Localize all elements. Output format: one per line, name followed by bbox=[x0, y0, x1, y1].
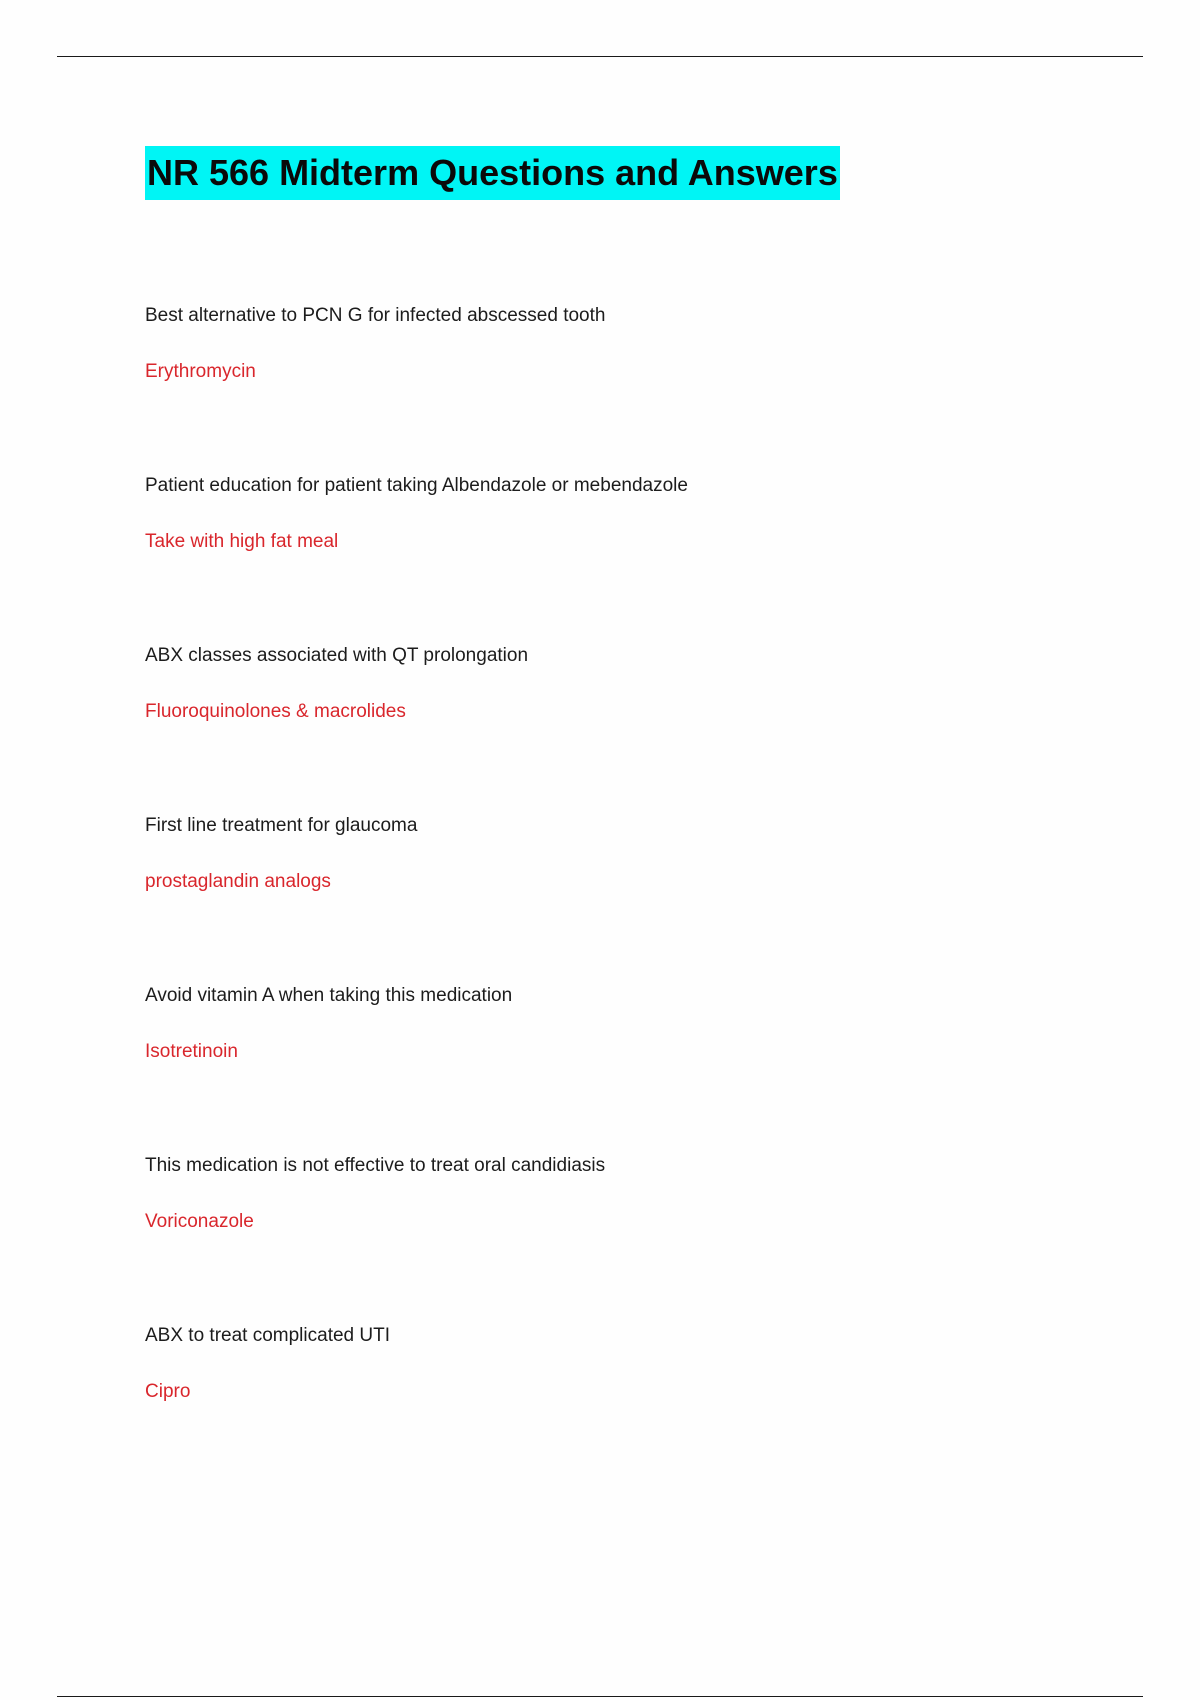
qa-item bbox=[145, 1146, 1105, 1316]
qa-item bbox=[145, 636, 1105, 806]
answer-text: Cipro bbox=[145, 1381, 191, 1402]
qa-item bbox=[145, 296, 1105, 466]
answer-text: Isotretinoin bbox=[145, 1041, 238, 1062]
document-title: NR 566 Midterm Questions and Answers bbox=[145, 146, 840, 200]
footer-rule bbox=[57, 1696, 1143, 1697]
question-text: ABX to treat complicated UTI bbox=[145, 1325, 390, 1346]
qa-item bbox=[145, 1316, 1105, 1486]
answer-text: Erythromycin bbox=[145, 361, 256, 382]
qa-item bbox=[145, 806, 1105, 976]
answer-text: prostaglandin analogs bbox=[145, 871, 331, 892]
question-text: First line treatment for glaucoma bbox=[145, 815, 418, 836]
question-text: Avoid vitamin A when taking this medication bbox=[145, 985, 513, 1006]
question-text: Patient education for patient taking Albendazole or mebendazole bbox=[145, 475, 688, 496]
question-text: Best alternative to PCN G for infected abscessed tooth bbox=[145, 305, 606, 326]
qa-list bbox=[145, 296, 1105, 1486]
question-text: ABX classes associated with QT prolongation bbox=[145, 645, 529, 666]
qa-item bbox=[145, 466, 1105, 636]
answer-text: Voriconazole bbox=[145, 1211, 254, 1232]
answer-text: Take with high fat meal bbox=[145, 531, 339, 552]
question-text: This medication is not effective to treat oral candidiasis bbox=[145, 1155, 606, 1176]
header-rule bbox=[57, 56, 1143, 57]
qa-item bbox=[145, 976, 1105, 1146]
answer-text: Fluoroquinolones & macrolides bbox=[145, 701, 406, 722]
